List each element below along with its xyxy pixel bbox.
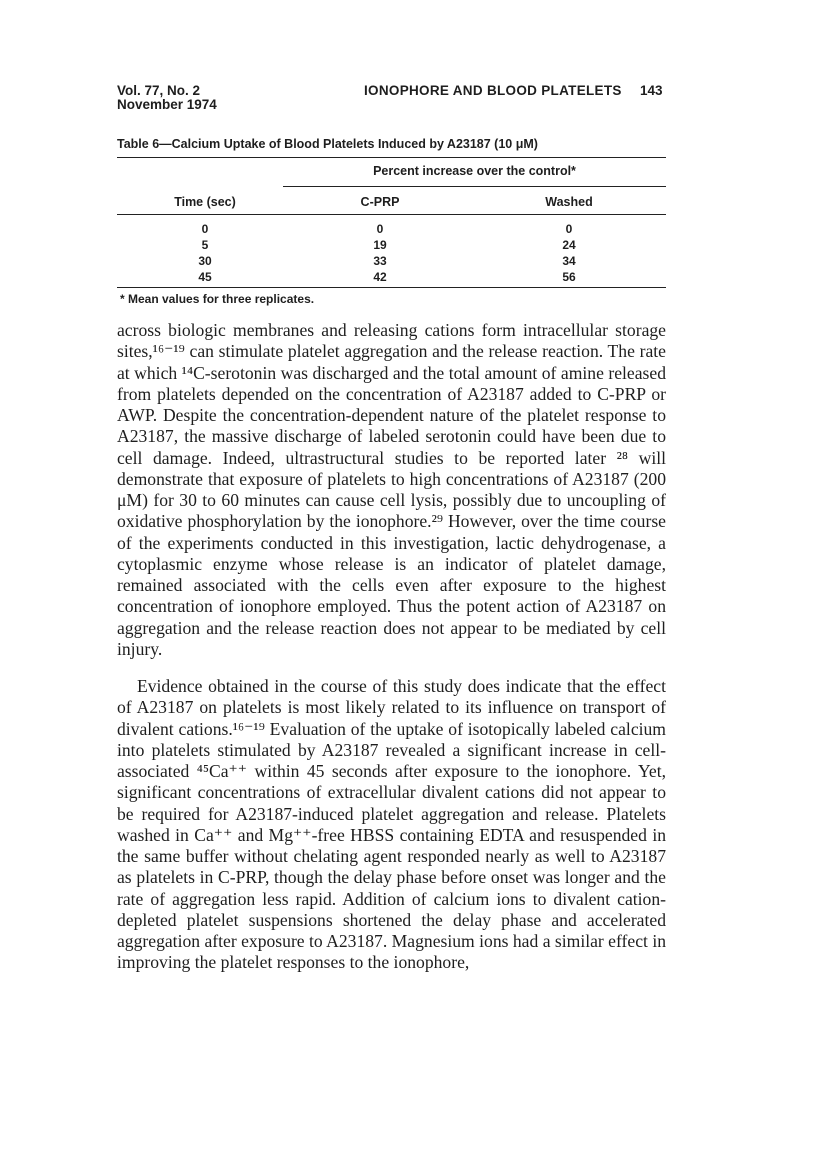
table-cell: 45	[198, 270, 212, 284]
table-header-rule	[117, 214, 666, 215]
table-cell: 56	[562, 270, 576, 284]
journal-citation	[117, 84, 217, 112]
table-bottom-rule	[117, 287, 666, 288]
table-group-rule	[283, 186, 666, 187]
issue-date: November 1974	[117, 97, 217, 112]
table-cell: 42	[373, 270, 387, 284]
page-number: 143	[640, 83, 663, 98]
table-footnote: * Mean values for three replicates.	[120, 292, 315, 306]
table-cell: 0	[565, 222, 573, 236]
table-group-header: Percent increase over the control*	[373, 164, 576, 178]
table-top-rule	[117, 157, 666, 158]
table-cell: 0	[376, 222, 384, 236]
column-header-cprp: C-PRP	[360, 195, 400, 209]
table-cell: 34	[562, 254, 576, 268]
body-paragraph-2: Evidence obtained in the course of this study does indicate that the effect of A23187 on platelets is most likely related to its influence on transport of divalent cations.¹⁶⁻¹⁹ Evaluation of the uptake of isotopically labeled calcium into platelets stimulated by A23187 revealed a significant increase in cell-associated ⁴⁵Ca⁺⁺ within 45 seconds after exposure to the ionophore. Yet, significant concentrations of extracellular divalent cations did not appear to be required for A23187-induced platelet aggregation and release. Platelets washed in Ca⁺⁺ and Mg⁺⁺-free HBSS containing EDTA and resuspended in the same buffer without chelating agent responded nearly as well to A23187 as platelets in C-PRP, though the delay phase before onset was longer and the rate of aggregation less rapid. Addition of calcium ions to divalent cation-depleted platelet suspensions shortened the delay phase and accelerated aggregation after exposure to A23187. Magnesium ions had a similar effect in improving the platelet responses to the ionophore,	[117, 676, 666, 973]
table-caption: Table 6—Calcium Uptake of Blood Platelets Induced by A23187 (10 μM)	[117, 137, 538, 151]
column-header-time: Time (sec)	[174, 195, 236, 209]
volume-issue: Vol. 77, No. 2	[117, 83, 201, 98]
table-cell: 19	[373, 238, 387, 252]
table-cell: 5	[201, 238, 209, 252]
table-cell: 30	[198, 254, 212, 268]
body-paragraph-1: across biologic membranes and releasing cations form intracellular storage sites,¹⁶⁻¹⁹ can stimulate platelet aggregation and the release reaction. The rate at which ¹⁴C-serotonin was discharged and the total amount of amine released from platelets depended on the concentration of A23187 added to C-PRP or AWP. Despite the concentration-dependent nature of the platelet response to A23187, the massive discharge of labeled serotonin could have been due to cell damage. Indeed, ultrastructural studies to be reported later ²⁸ will demonstrate that exposure of platelets to high concentrations of A23187 (200 μM) for 30 to 60 minutes can cause cell lysis, possibly due to uncoupling of oxidative phosphorylation by the ionophore.²⁹ However, over the time course of the experiments conducted in this investigation, lactic dehydrogenase, a cytoplasmic enzyme whose release is an indicator of platelet damage, remained associated with the cells even after exposure to the highest concentration of ionophore employed. Thus the potent action of A23187 on aggregation and the release reaction does not appear to be mediated by cell injury.	[117, 320, 666, 659]
table-cell: 0	[201, 222, 209, 236]
table-cell: 24	[562, 238, 576, 252]
table-cell: 33	[373, 254, 387, 268]
column-header-washed: Washed	[545, 195, 593, 209]
running-title: IONOPHORE AND BLOOD PLATELETS	[364, 83, 622, 98]
